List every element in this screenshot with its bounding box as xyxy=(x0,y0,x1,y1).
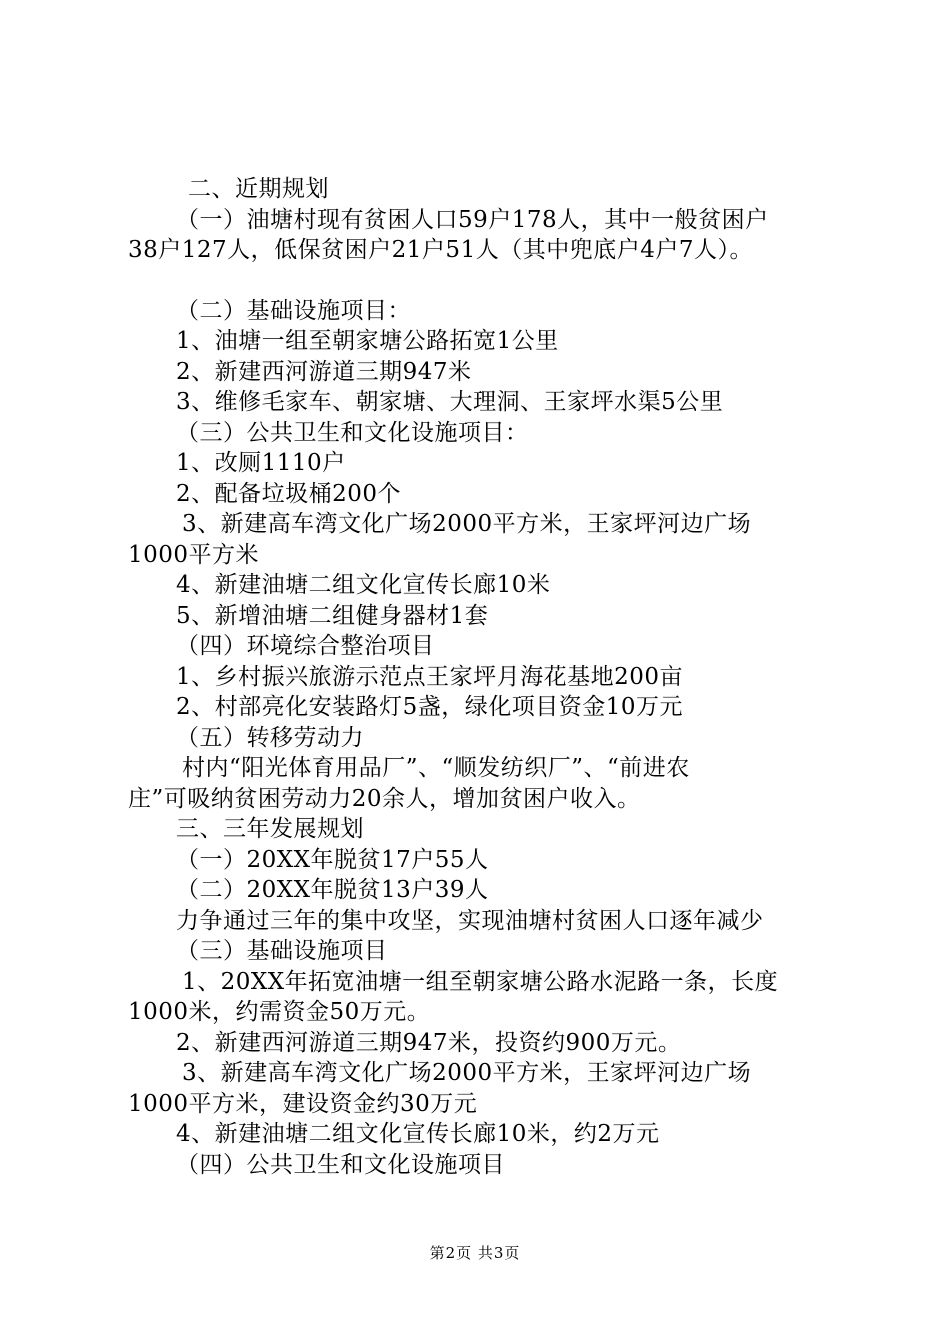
list-item: 1、乡村振兴旅游示范点王家坪月海花基地200亩 xyxy=(176,663,684,690)
paragraph-line: 1000米，约需资金50万元。 xyxy=(128,999,431,1025)
list-item: 3、新建高车湾文化广场2000平方米，王家坪河边广场 xyxy=(182,1060,752,1086)
subsection-heading: （五）转移劳动力 xyxy=(176,724,364,751)
blank-line xyxy=(128,266,840,296)
paragraph-line: 1000平方米，建设资金约30万元 xyxy=(128,1090,478,1117)
page-number-footer: 第2页 共3页 xyxy=(429,1244,521,1262)
list-item: （二）20XX年脱贫13户39人 xyxy=(176,877,489,903)
paragraph-line: 38户127人，低保贫困户21户51人（其中兜底户4户7人）。 xyxy=(128,237,753,263)
list-item: 2、配备垃圾桶200个 xyxy=(176,480,402,507)
subsection-heading: （二）基础设施项目： xyxy=(176,297,411,324)
section-heading: 二、近期规划 xyxy=(188,176,329,202)
list-item: 4、新建油塘二组文化宣传长廊10米 xyxy=(176,572,551,598)
paragraph-line: 庄”可吸纳贫困劳动力20余人，增加贫困户收入。 xyxy=(128,785,641,812)
list-item: 4、新建油塘二组文化宣传长廊10米，约2万元 xyxy=(176,1121,660,1147)
section-heading: 三、三年发展规划 xyxy=(176,816,364,842)
paragraph-line: （一）油塘村现有贫困人口59户178人，其中一般贫困户 xyxy=(176,206,769,233)
subsection-heading: （三）基础设施项目 xyxy=(176,938,388,964)
list-item: 1、20XX年拓宽油塘一组至朝家塘公路水泥路一条，长度 xyxy=(182,968,779,995)
paragraph-line: 力争通过三年的集中攻坚，实现油塘村贫困人口逐年减少 xyxy=(176,907,764,934)
document-body xyxy=(128,174,840,1180)
subsection-heading: （四）公共卫生和文化设施项目 xyxy=(176,1151,505,1178)
list-item: 1、油塘一组至朝家塘公路拓宽1公里 xyxy=(176,328,559,354)
paragraph-line: 1000平方米 xyxy=(128,541,260,568)
subsection-heading: （四）环境综合整治项目 xyxy=(176,633,435,659)
list-item: 5、新增油塘二组健身器材1套 xyxy=(176,602,489,629)
paragraph-line: 村内“阳光体育用品厂”、“顺发纺织厂”、“前进农 xyxy=(182,755,690,781)
list-item: 2、村部亮化安装路灯5盏，绿化项目资金10万元 xyxy=(176,694,684,720)
list-item: 3、新建高车湾文化广场2000平方米，王家坪河边广场 xyxy=(182,511,752,537)
list-item: （一）20XX年脱贫17户55人 xyxy=(176,846,489,873)
list-item: 1、改厕1110户 xyxy=(176,450,346,476)
list-item: 2、新建西河游道三期947米 xyxy=(176,358,472,385)
subsection-heading: （三）公共卫生和文化设施项目： xyxy=(176,419,529,446)
list-item: 2、新建西河游道三期947米，投资约900万元。 xyxy=(176,1029,682,1056)
list-item: 3、维修毛家车、朝家塘、大理洞、王家坪水渠5公里 xyxy=(176,389,724,415)
